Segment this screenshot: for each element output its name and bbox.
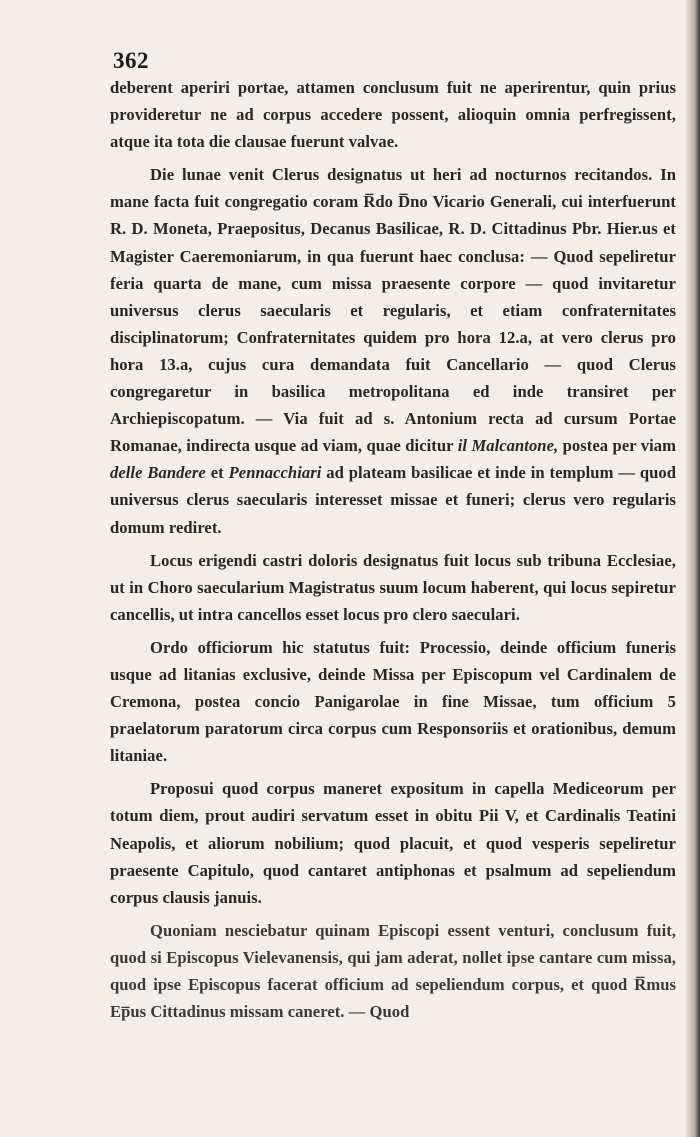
street-name-bandere: delle Bandere	[110, 463, 206, 483]
page-edge-shadow	[686, 0, 700, 1137]
paragraph-4: Ordo officiorum hic statutus fuit: Processio, deinde officium funeris usque ad litanias exclusive, deinde Missa per Episcopum vel Cardinalem de Cremona, postea concio Panigarolae in fine Missae, tum officium 5 praelatorum paratorum circa corpus cum Responsoriis et orationibus, demum litaniae.	[110, 637, 676, 766]
paragraph-2-text-4: ad plateam basilicae et inde in templum — quod universus clerus saecularis interesset missae et funeri; clerus vero regularis domum rediret.	[110, 463, 677, 537]
paragraph-2-text: Die lunae venit Clerus designatus ut heri ad nocturnos recitandos. In mane facta fuit congregatio coram R̅do D̅no Vicario Generali, cui interfuerunt R. D. Moneta, Praepositus, Decanus Basilicae, R. D. Cittadinus Pbr. Hier.us et Magister Caeremoniarum, in qua fuerunt haec conclusa: — Quod sepeliretur feria quarta de mane, cum missa praesente corpore — quod invitaretur universus clerus saecularis et regularis, et etiam confraternitates disciplinatorum; Confraternitates quidem pro hora 12.a, at vero clerus pro hora 13.a, cujus cura demandata fuit Cancellario — quod Clerus congregaretur in basilica metropolitana ed inde transiret per Archiepiscopatum. — Via fuit ad s. Antonium recta ad cursum Portae Romanae, indirecta usque ad viam, quae dicitur	[110, 165, 676, 456]
paragraph-6: Quoniam nesciebatur quinam Episcopi essent venturi, conclusum fuit, quod si Episcopus Vielevanensis, qui jam aderat, nollet ipse cantare cum missa, quod ipse Episcopus facerat officium ad sepeliendum corpus, et quod R̅mus Ep̅us Cittadinus missam caneret. — Quod	[110, 920, 676, 1022]
paragraph-2-text-3: et	[210, 463, 224, 483]
street-name-pennacchiari: Pennacchiari	[228, 463, 322, 483]
paragraph-3: Locus erigendi castri doloris designatus fuit locus sub tribuna Ecclesiae, ut in Choro saecularium Magistratus suum locum haberent, qui locus sepiretur cancellis, ut intra cancellos esset locus pro clero saeculari.	[110, 550, 676, 624]
street-name-malcantone: il Malcantone,	[457, 436, 559, 456]
body-text	[110, 74, 676, 1031]
paragraph-1: deberent aperiri portae, attamen conclusum fuit ne aperirentur, quin prius provideretur ne ad corpus accedere possent, alioquin omnia perfregissent, atque ita tota die clausae fuerunt valvae.	[110, 78, 676, 152]
paragraph-5: Proposui quod corpus maneret expositum in capella Mediceorum per totum diem, prout audiri servatum esset in obitu Pii V, et Cardinalis Teatini Neapolis, et aliorum nobilium; quod placuit, et quod vesperis sepeliretur praesente Capitulo, quod cantaret antiphonas et psalmum ad sepeliendum corpus clausis januis.	[110, 779, 676, 907]
paragraph-2-text-2: postea per viam	[562, 436, 677, 456]
paragraph-2	[110, 161, 676, 540]
page-number: 362	[113, 48, 149, 73]
